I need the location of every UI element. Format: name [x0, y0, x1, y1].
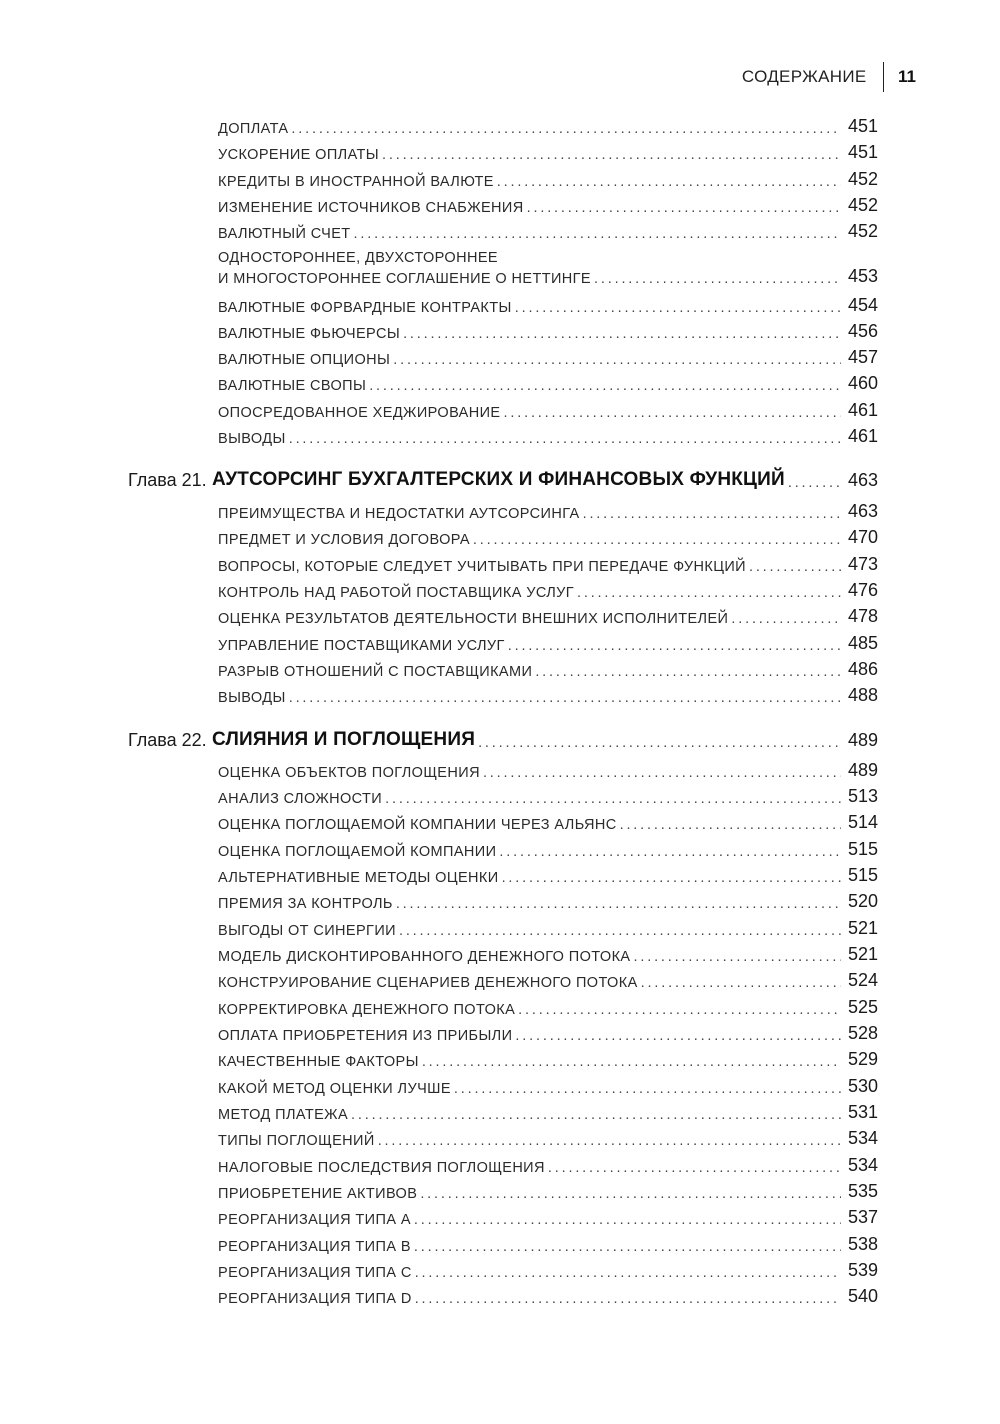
header-divider [883, 62, 885, 92]
dot-leader [497, 174, 841, 190]
dot-leader [454, 1081, 841, 1097]
dot-leader [393, 352, 841, 368]
toc-entry[interactable] [218, 501, 878, 522]
toc-entry-title: ОПЛАТА ПРИОБРЕТЕНИЯ ИЗ ПРИБЫЛИ [218, 1028, 513, 1044]
dot-leader [535, 664, 841, 680]
toc-entry-page: 452 [847, 195, 878, 215]
toc-entry-page: 461 [847, 400, 878, 420]
dot-leader [420, 1186, 841, 1202]
toc-entry-page: 456 [847, 321, 878, 341]
section-title: СОДЕРЖАНИЕ [741, 67, 867, 86]
toc-entry-page: 460 [847, 373, 878, 393]
toc-entry[interactable] [218, 1102, 878, 1123]
toc-entry-title: РЕОРГАНИЗАЦИЯ ТИПА C [218, 1265, 412, 1281]
toc-entry-title: РАЗРЫВ ОТНОШЕНИЙ С ПОСТАВЩИКАМИ [218, 664, 533, 680]
dot-leader [577, 585, 841, 601]
dot-leader [289, 431, 841, 447]
toc-entry-title: ДОПЛАТА [218, 121, 289, 137]
toc-entry-title: КАКОЙ МЕТОД ОЦЕНКИ ЛУЧШЕ [218, 1081, 451, 1097]
toc-entry-title: КОРРЕКТИРОВКА ДЕНЕЖНОГО ПОТОКА [218, 1002, 516, 1018]
toc-entry-title: ВЫВОДЫ [218, 431, 286, 447]
dot-leader [594, 271, 841, 287]
dot-leader [502, 870, 841, 886]
toc-entry[interactable] [218, 1181, 878, 1202]
toc-entry-title: ВАЛЮТНЫЕ ОПЦИОНЫ [218, 352, 391, 368]
toc-entry-page: 534 [847, 1155, 878, 1175]
toc-entry-title: ВОПРОСЫ, КОТОРЫЕ СЛЕДУЕТ УЧИТЫВАТЬ ПРИ ПЕРЕДАЧЕ ФУНКЦИЙ [218, 559, 746, 575]
toc-entry-page: 531 [847, 1102, 878, 1122]
toc-entry-title: РЕОРГАНИЗАЦИЯ ТИПА A [218, 1212, 411, 1228]
toc-entry-title: АНАЛИЗ СЛОЖНОСТИ [218, 791, 383, 807]
toc-entry[interactable] [218, 839, 878, 860]
toc-entry[interactable] [218, 1155, 878, 1176]
toc-entry-page: 514 [847, 812, 878, 832]
toc-entry-page: 452 [847, 221, 878, 241]
toc-entry-page: 528 [847, 1023, 878, 1043]
toc-entry-page: 470 [847, 527, 878, 547]
toc-entry[interactable] [218, 1023, 878, 1044]
toc-entry[interactable] [218, 554, 878, 575]
chapter-page: 463 [847, 470, 878, 490]
toc-entry-title: ОЦЕНКА ОБЪЕКТОВ ПОГЛОЩЕНИЯ [218, 765, 480, 781]
toc-entry-page: 451 [847, 116, 878, 136]
chapter-label: Глава 22. [128, 730, 207, 750]
dot-leader [289, 690, 841, 706]
dot-leader [382, 147, 841, 163]
toc-entry-title: ПРЕДМЕТ И УСЛОВИЯ ДОГОВОРА [218, 532, 470, 548]
toc-entry[interactable] [218, 1207, 878, 1228]
toc-entry-title: КАЧЕСТВЕННЫЕ ФАКТОРЫ [218, 1054, 419, 1070]
page-number: 11 [898, 67, 916, 86]
dot-leader [634, 949, 841, 965]
toc-entry[interactable] [218, 373, 878, 394]
dot-leader [527, 200, 841, 216]
toc-entry-page: 537 [847, 1207, 878, 1227]
toc-entry-page: 454 [847, 295, 878, 315]
dot-leader [731, 611, 841, 627]
toc-entry[interactable] [218, 633, 878, 654]
chapter-heading[interactable] [128, 729, 878, 751]
toc-entry-title: РЕОРГАНИЗАЦИЯ ТИПА B [218, 1239, 411, 1255]
toc-entry[interactable] [218, 580, 878, 601]
toc-entry-page: 515 [847, 839, 878, 859]
chapter-label: Глава 21. [128, 470, 207, 490]
toc-entry[interactable] [218, 1128, 878, 1149]
dot-leader [414, 1239, 841, 1255]
dot-leader [473, 532, 841, 548]
dot-leader [396, 896, 841, 912]
dot-leader [641, 975, 841, 991]
dot-leader [548, 1160, 841, 1176]
toc-entry-page: 525 [847, 997, 878, 1017]
toc-entry-title: КРЕДИТЫ В ИНОСТРАННОЙ ВАЛЮТЕ [218, 174, 494, 190]
dot-leader [351, 1107, 841, 1123]
toc-entry-page: 453 [847, 266, 878, 286]
dot-leader [788, 475, 841, 491]
toc-entry-title: КОНТРОЛЬ НАД РАБОТОЙ ПОСТАВЩИКА УСЛУГ [218, 585, 574, 601]
toc-entry[interactable] [218, 347, 878, 368]
toc-entry[interactable] [218, 221, 878, 242]
dot-leader [291, 121, 841, 137]
dot-leader [518, 1002, 841, 1018]
toc-entry-title: ВЫВОДЫ [218, 690, 286, 706]
toc-entry-page: 530 [847, 1076, 878, 1096]
toc-entry[interactable] [218, 944, 878, 965]
toc-entry-page: 473 [847, 554, 878, 574]
toc-entry-page: 538 [847, 1234, 878, 1254]
chapter-title: АУТСОРСИНГ БУХГАЛТЕРСКИХ И ФИНАНСОВЫХ ФУНКЦИЙ [212, 469, 785, 490]
toc-entry[interactable] [218, 1076, 878, 1097]
toc-entry-title: ВЫГОДЫ ОТ СИНЕРГИИ [218, 923, 396, 939]
toc-entry[interactable] [218, 1286, 878, 1307]
running-head [742, 62, 916, 92]
toc-entry-page: 485 [847, 633, 878, 653]
toc-entry[interactable] [218, 169, 878, 190]
toc-entry-title: АЛЬТЕРНАТИВНЫЕ МЕТОДЫ ОЦЕНКИ [218, 870, 499, 886]
toc-entry-page: 521 [847, 944, 878, 964]
toc-entry-title: ОЦЕНКА ПОГЛОЩАЕМОЙ КОМПАНИИ ЧЕРЕЗ АЛЬЯНС [218, 817, 617, 833]
dot-leader [403, 326, 841, 342]
dot-leader [378, 1133, 841, 1149]
dot-leader [749, 559, 841, 575]
dot-leader [422, 1054, 841, 1070]
toc-entry-page: 488 [847, 685, 878, 705]
toc-entry-title: ВАЛЮТНЫЙ СЧЕТ [218, 226, 351, 242]
toc-entry-page: 515 [847, 865, 878, 885]
toc-entry[interactable] [218, 918, 878, 939]
toc-entry-title: ПРЕМИЯ ЗА КОНТРОЛЬ [218, 896, 393, 912]
toc-entry-page: 535 [847, 1181, 878, 1201]
toc-entry-title: РЕОРГАНИЗАЦИЯ ТИПА D [218, 1291, 412, 1307]
dot-leader [499, 844, 841, 860]
toc-entry-title: ОПОСРЕДОВАННОЕ ХЕДЖИРОВАНИЕ [218, 405, 501, 421]
toc-entry-title: ПРЕИМУЩЕСТВА И НЕДОСТАТКИ АУТСОРСИНГА [218, 506, 580, 522]
dot-leader [620, 817, 841, 833]
dot-leader [415, 1291, 841, 1307]
chapter-heading[interactable] [128, 469, 878, 491]
toc-entry-page: 461 [847, 426, 878, 446]
toc-entry[interactable] [218, 812, 878, 833]
toc-entry-title: ИЗМЕНЕНИЕ ИСТОЧНИКОВ СНАБЖЕНИЯ [218, 200, 524, 216]
toc-entry-page: 457 [847, 347, 878, 367]
toc-entry-page: 452 [847, 169, 878, 189]
toc-entry-page: 513 [847, 786, 878, 806]
toc-entry[interactable] [218, 997, 878, 1018]
toc-entry-title: ВАЛЮТНЫЕ ФЬЮЧЕРСЫ [218, 326, 401, 342]
toc-entry-title: ПРИОБРЕТЕНИЕ АКТИВОВ [218, 1186, 418, 1202]
chapter-title: СЛИЯНИЯ И ПОГЛОЩЕНИЯ [212, 729, 476, 750]
toc-entry[interactable] [218, 659, 878, 680]
toc-entry-page: 539 [847, 1260, 878, 1280]
toc-entry[interactable] [218, 891, 878, 912]
dot-leader [369, 378, 841, 394]
toc-entry-title: МЕТОД ПЛАТЕЖА [218, 1107, 349, 1123]
toc-entry-title-line2: И МНОГОСТОРОННЕЕ СОГЛАШЕНИЕ О НЕТТИНГЕ [218, 271, 592, 287]
toc-entry-page: 524 [847, 970, 878, 990]
toc-entry[interactable] [218, 1234, 878, 1255]
toc-entry[interactable] [218, 195, 878, 216]
dot-leader [508, 638, 841, 654]
toc-entry-title-line1: ОДНОСТОРОННЕЕ, ДВУХСТОРОННЕЕ [218, 250, 498, 266]
toc-entry[interactable] [218, 321, 878, 342]
toc-entry-title: НАЛОГОВЫЕ ПОСЛЕДСТВИЯ ПОГЛОЩЕНИЯ [218, 1160, 545, 1176]
dot-leader [354, 226, 841, 242]
dot-leader [415, 1265, 841, 1281]
toc-entry-title: УСКОРЕНИЕ ОПЛАТЫ [218, 147, 380, 163]
toc-entry-page: 540 [847, 1286, 878, 1306]
toc-entry-page: 521 [847, 918, 878, 938]
toc-entry-page: 529 [847, 1049, 878, 1069]
toc-entry-title: УПРАВЛЕНИЕ ПОСТАВЩИКАМИ УСЛУГ [218, 638, 505, 654]
toc-entry-page: 463 [847, 501, 878, 521]
toc-entry[interactable] [218, 970, 878, 991]
dot-leader [483, 765, 841, 781]
toc-entry-title: ОЦЕНКА ПОГЛОЩАЕМОЙ КОМПАНИИ [218, 844, 497, 860]
toc-entry[interactable] [218, 760, 878, 781]
toc-entry[interactable] [218, 685, 878, 706]
toc-entry-title: КОНСТРУИРОВАНИЕ СЦЕНАРИЕВ ДЕНЕЖНОГО ПОТОКА [218, 975, 638, 991]
chapter-page: 489 [847, 730, 878, 750]
toc-entry-title: ТИПЫ ПОГЛОЩЕНИЙ [218, 1133, 375, 1149]
toc-entry[interactable] [218, 400, 878, 421]
toc-entry[interactable] [218, 527, 878, 548]
toc-entry-title: ОЦЕНКА РЕЗУЛЬТАТОВ ДЕЯТЕЛЬНОСТИ ВНЕШНИХ ИСПОЛНИТЕЛЕЙ [218, 611, 729, 627]
toc-entry-page: 476 [847, 580, 878, 600]
toc-entry[interactable] [218, 865, 878, 886]
toc-entry-title: ВАЛЮТНЫЕ СВОПЫ [218, 378, 367, 394]
toc-entry-page: 489 [847, 760, 878, 780]
toc-entry-page: 478 [847, 606, 878, 626]
toc-entry[interactable] [218, 786, 878, 807]
dot-leader [504, 405, 841, 421]
toc-entry-title: ВАЛЮТНЫЕ ФОРВАРДНЫЕ КОНТРАКТЫ [218, 300, 512, 316]
toc-entry-page: 534 [847, 1128, 878, 1148]
toc-entry[interactable] [218, 606, 878, 627]
dot-leader [399, 923, 841, 939]
toc-entry-page: 486 [847, 659, 878, 679]
toc-entry-title: МОДЕЛЬ ДИСКОНТИРОВАННОГО ДЕНЕЖНОГО ПОТОКА [218, 949, 631, 965]
toc-entry-page: 520 [847, 891, 878, 911]
toc-entry-row2 [218, 266, 878, 287]
toc-entry-page: 451 [847, 142, 878, 162]
toc-entry[interactable] [218, 1260, 878, 1281]
toc-entry[interactable] [218, 426, 878, 447]
dot-leader [385, 791, 841, 807]
dot-leader [515, 1028, 841, 1044]
toc-entry[interactable] [218, 116, 878, 137]
dot-leader [478, 735, 841, 751]
dot-leader [583, 506, 841, 522]
toc-entry[interactable] [218, 142, 878, 163]
dot-leader [414, 1212, 841, 1228]
dot-leader [515, 300, 841, 316]
toc-entry-two-line[interactable] [218, 250, 878, 287]
toc-entry[interactable] [218, 295, 878, 316]
toc-entry[interactable] [218, 1049, 878, 1070]
